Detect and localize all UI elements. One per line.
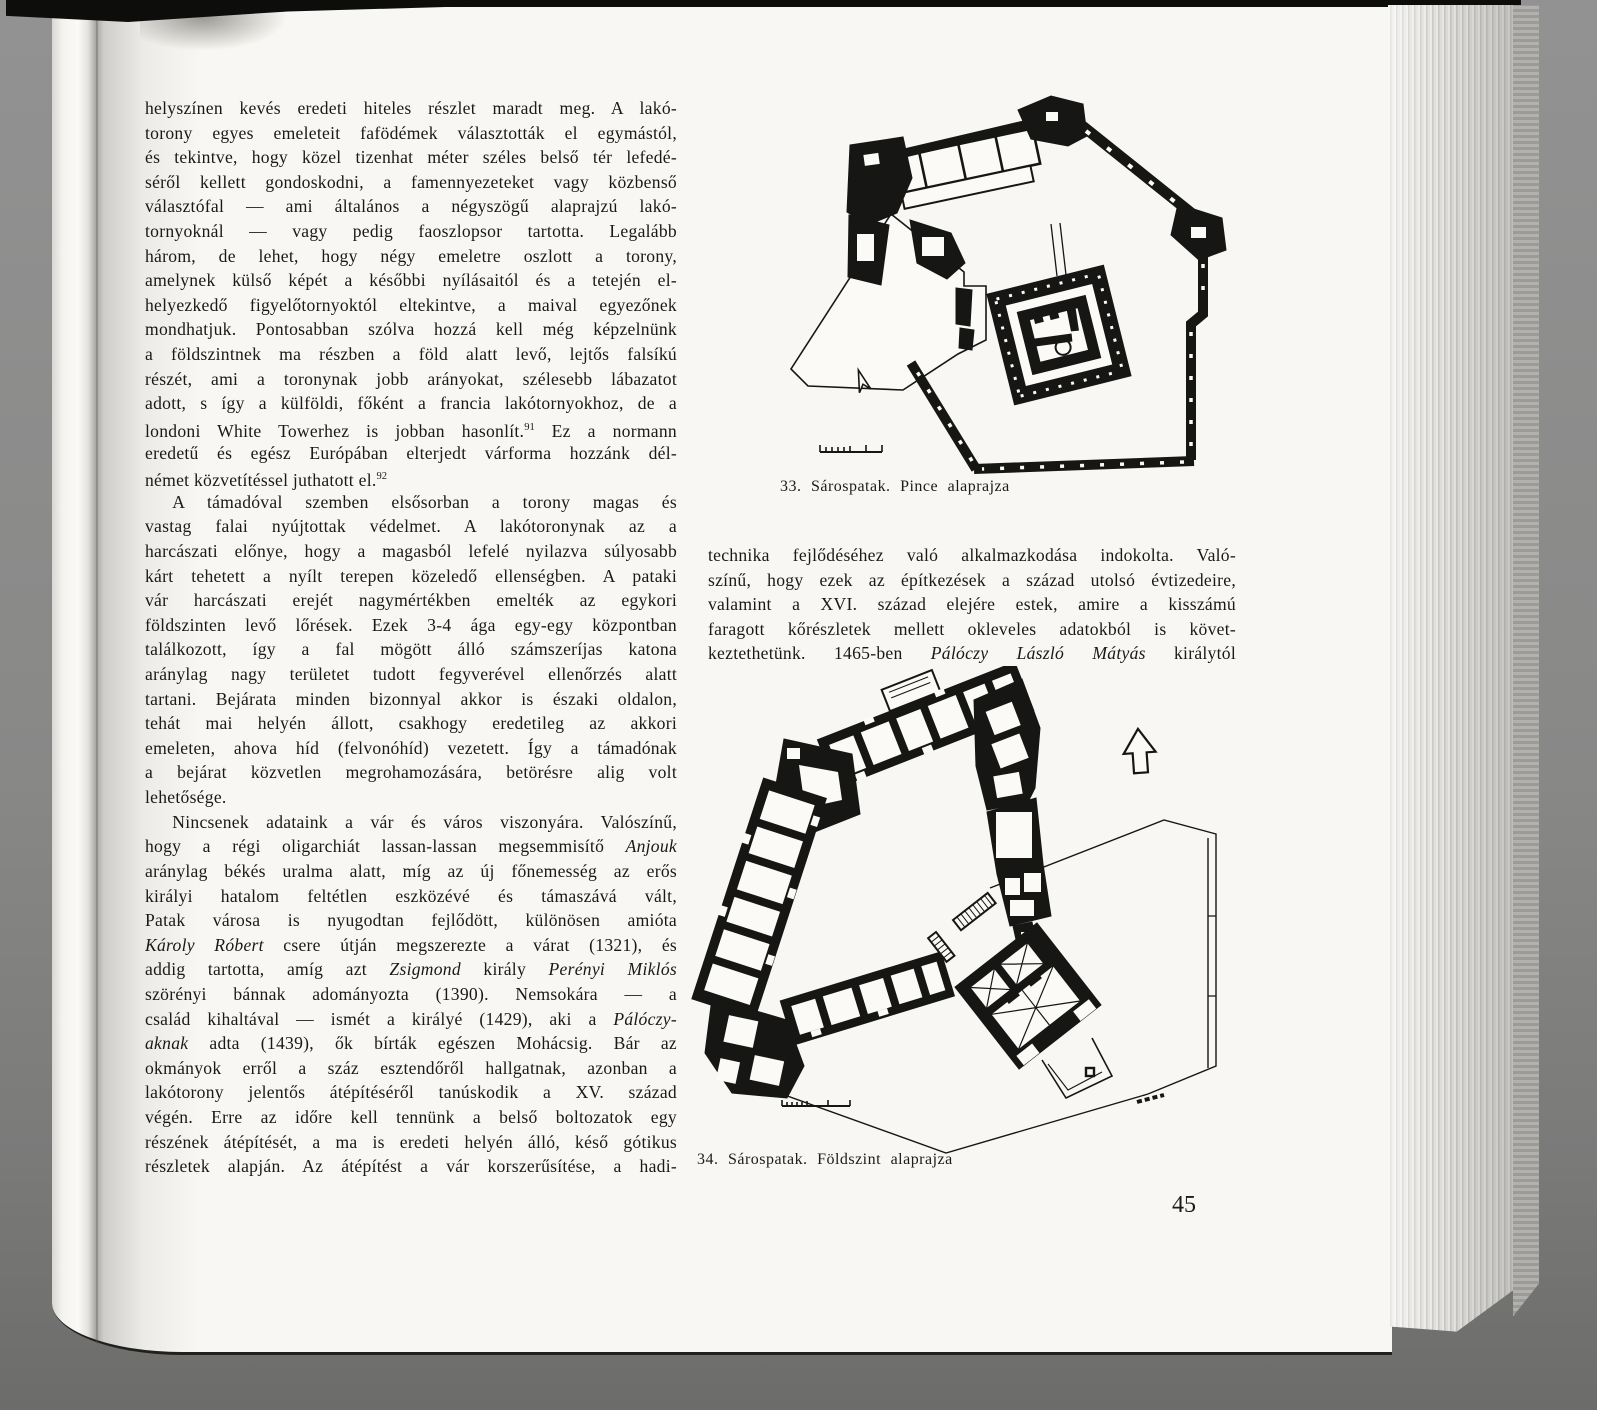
text-segment: aránylag békés uralma alatt, míg az új főnemesség az erős — [145, 860, 677, 881]
scale-bar — [820, 445, 882, 452]
text-segment: addig tartotta, amíg azt — [145, 959, 390, 980]
text-segment: torony egyes emeleteit fafödémek választották el egymástól, — [145, 122, 677, 143]
paragraph — [145, 490, 677, 810]
text-segment: csere útján megszerezte a várat (1321), és — [263, 934, 677, 955]
text-line — [145, 711, 677, 736]
text-segment: három, de lehet, hogy négy emeletre oszlott a torony, — [145, 245, 677, 266]
text-segment: Perényi Miklós — [548, 959, 677, 980]
text-line — [145, 613, 677, 638]
text-segment: földszinten levő lőrések. Ezek 3-4 ága egy-egy központban — [145, 614, 677, 635]
text-segment: helyszínen kevés eredeti hiteles részlet maradt meg. A lakó- — [145, 98, 677, 118]
text-segment: mondhatjuk. Pontosabban szólva hozzá kell még képzelnünk — [145, 319, 677, 340]
text-line — [145, 1154, 677, 1179]
text-line — [145, 810, 677, 835]
text-line — [145, 244, 677, 269]
scale-bar — [782, 1100, 850, 1106]
text-line — [145, 834, 677, 859]
text-segment: vastag falai nyújtottak védelmet. A lakótoronynak az a — [145, 516, 677, 537]
text-segment: német közvetítéssel juthatott el. — [145, 470, 377, 490]
text-segment: Károly Róbert — [145, 934, 264, 955]
text-line — [145, 416, 677, 441]
text-line — [145, 884, 677, 909]
text-segment: Pálóczy- — [613, 1008, 677, 1029]
text-line — [145, 564, 677, 589]
text-line — [145, 957, 677, 982]
text-segment: hogy a régi oligarchiát lassan-lassan megsemmisítő — [145, 836, 626, 857]
text-segment: 92 — [376, 471, 388, 483]
text-segment: a bejárat közvetlen megrohamozására, betörésre alig volt — [145, 762, 677, 783]
text-segment: Ez a normann — [534, 420, 677, 441]
paragraph — [145, 810, 677, 1179]
text-line — [145, 908, 677, 933]
text-line — [708, 617, 1236, 642]
text-line — [145, 194, 677, 219]
text-segment: faragott kőrészletek mellett okleveles adatokból is követ- — [708, 618, 1236, 639]
text-segment: technika fejlődéséhez való alkalmazkodása indokolta. Való- — [708, 545, 1236, 565]
text-line — [145, 441, 677, 466]
text-segment: lakótorony jelentős átépítéséről tanúskodik a XV. század — [145, 1082, 677, 1103]
text-line — [145, 933, 677, 958]
text-line — [708, 641, 1236, 666]
figure-34-caption: 34. Sárospatak. Földszint alaprajza — [697, 1151, 953, 1168]
text-line — [145, 1130, 677, 1155]
text-line — [145, 367, 677, 392]
text-line — [145, 687, 677, 712]
text-segment: és tekintve, hogy közel tizenhat méter széles belső tér lefedé- — [145, 147, 677, 168]
text-line — [145, 785, 677, 810]
text-segment: szörényi bánnak adományozta (1390). Nemsokára — a — [145, 983, 677, 1004]
text-segment: adott, s így a külföldi, főként a francia lakótornyokhoz, de a — [145, 393, 677, 414]
text-segment: aránylag nagy területet tudott fegyverével ellenőrzés alatt — [145, 664, 677, 685]
text-segment: adta (1439), ők bírták egészen Mohácsig. Bár az — [188, 1033, 677, 1054]
text-segment: vár harcászati erejét nagymértékben emelték az egykori — [145, 590, 677, 611]
text-line — [145, 490, 677, 515]
text-line — [145, 662, 677, 687]
text-segment: emeleten, ahova híd (felvonóhíd) vezetett. Így a támadónak — [145, 737, 677, 758]
text-segment: séről kellett gondoskodni, a famennyezeteket vagy közbenső — [145, 171, 677, 192]
keep-tower — [955, 923, 1101, 1069]
text-segment: király — [460, 959, 549, 980]
text-line — [145, 637, 677, 662]
text-segment: részét, ami a toronynak jobb arányokat, szélesebb lábazatot — [145, 368, 677, 389]
text-segment: keztethetünk. 1465-ben — [708, 643, 931, 664]
text-segment: helyezkedő figyelőtornyoktól eltekintve, a maival egyezőnek — [145, 294, 677, 315]
text-line — [145, 317, 677, 342]
text-segment: lehetősége. — [145, 787, 227, 808]
text-line — [145, 1080, 677, 1105]
text-segment: Anjouk — [625, 836, 677, 857]
text-line — [145, 1031, 677, 1056]
text-line — [145, 1007, 677, 1032]
text-line — [145, 1105, 677, 1130]
page-number: 45 — [1172, 1192, 1196, 1218]
book-fore-edge-cover-band — [1513, 5, 1539, 1323]
text-segment: találkozott, így a fal mögött álló számszeríjas katona — [145, 639, 677, 660]
text-line — [145, 219, 677, 244]
text-segment: londoni White Towerhez is jobban hasonlít. — [145, 420, 525, 441]
text-segment: aknak — [145, 1033, 189, 1054]
keep-tower — [987, 265, 1131, 405]
text-segment: A támadóval szemben elsősorban a torony magas és — [172, 491, 677, 512]
text-segment: Pálóczy László Mátyás — [930, 643, 1146, 664]
text-line — [145, 121, 677, 146]
text-segment: valamint a XVI. század elejére estek, amire a kisszámú — [708, 594, 1236, 615]
text-segment: tornyoknál — vagy pedig faoszlopsor tartotta. Legalább — [145, 221, 677, 242]
stairs — [953, 893, 996, 930]
text-segment: kárt tehetett a nyílt terepen közeledő ellenségben. A pataki — [145, 565, 677, 586]
text-line — [145, 96, 677, 121]
text-segment: harcászati előnye, hogy a magasból lefelé nyilazva súlyosabb — [145, 540, 677, 561]
text-line — [708, 568, 1236, 593]
south-range — [780, 952, 954, 1045]
west-wing — [691, 778, 826, 1019]
text-segment: eredetű és egész Európában elterjedt várforma hozzánk dél- — [145, 442, 677, 463]
text-segment: Nincsenek adataink a vár és város viszonyára. Valószínű, — [172, 811, 677, 832]
text-segment: végén. Erre az időre kell tennünk a belső boltozatok egy — [145, 1106, 677, 1127]
text-segment: részének átépítését, a ma is eredeti helyén álló, késő gótikus — [145, 1131, 677, 1152]
text-segment: választófal — ami általános a négyszögű alaprajzú lakó- — [145, 196, 677, 217]
text-line — [145, 145, 677, 170]
text-line — [145, 1056, 677, 1081]
text-segment: tehát mai helyén állott, csakhogy eredetileg az akkori — [145, 713, 677, 734]
north-arrow-icon — [1122, 728, 1157, 774]
text-segment: tartani. Bejárata minden bizonnyal akkor is északi oldalon, — [145, 688, 677, 709]
text-segment: 91 — [524, 421, 535, 433]
text-segment: részletek alapján. Az átépítést a vár korszerűsítése, a hadi- — [145, 1156, 677, 1177]
text-segment: a földszintnek ma részben a föld alatt levő, lejtős falsíkú — [145, 344, 677, 365]
figure-33-caption: 33. Sárospatak. Pince alaprajza — [780, 478, 1010, 495]
text-segment: okmányok erről a száz esztendőről hallgatnak, azonban a — [145, 1057, 677, 1078]
text-line — [145, 342, 677, 367]
text-segment: királyi hatalom feltétlen eszközévé és támaszává vált, — [145, 885, 677, 906]
text-segment: színű, hogy ezek az építkezések a század utolsó évtizedeire, — [708, 569, 1236, 590]
left-text-column — [145, 96, 677, 1179]
text-line — [145, 859, 677, 884]
figure-34-ground-floor-plan — [690, 666, 1250, 1158]
text-line — [145, 293, 677, 318]
text-line — [145, 391, 677, 416]
text-line — [708, 543, 1236, 568]
text-line — [145, 514, 677, 539]
plan-marker — [1086, 1068, 1094, 1076]
text-line — [145, 268, 677, 293]
paragraph — [708, 543, 1236, 666]
text-line — [145, 736, 677, 761]
text-line — [145, 539, 677, 564]
text-line — [145, 170, 677, 195]
right-text-column — [708, 543, 1236, 666]
text-line — [145, 760, 677, 785]
text-segment: Zsigmond — [389, 959, 461, 980]
text-segment: amelynek külső képét a későbbi nyílásaitól és a tetején el- — [145, 270, 677, 291]
text-segment: királytól — [1145, 643, 1236, 664]
text-line — [145, 465, 677, 490]
book-fore-edge-pages — [1388, 5, 1513, 1337]
text-segment: Patak városa is nyugodtan fejlődött, különösen amióta — [145, 910, 677, 931]
text-line — [145, 982, 677, 1007]
text-line — [708, 592, 1236, 617]
page-gutter-crease — [96, 8, 98, 1344]
paragraph — [145, 96, 677, 490]
text-segment: család kihaltával — ismét a királyé (1429), aki a — [145, 1008, 614, 1029]
figure-33-cellar-plan — [750, 92, 1270, 477]
text-line — [145, 588, 677, 613]
